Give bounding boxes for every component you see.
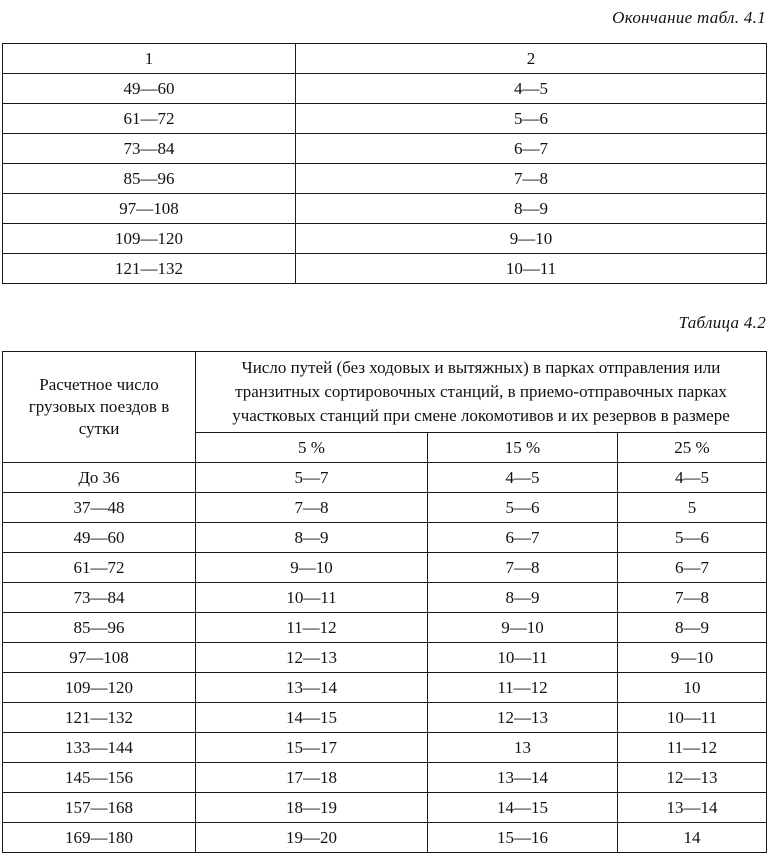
header-track-count: Число путей (без ходовых и вытяжных) в парках отправления или транзитных сортировочных станций, в приемо-отправочных парках участковых станций при смене локомотивов и их резервов в размере (196, 352, 767, 433)
table-cell: 5 (618, 493, 767, 523)
table-cell: 8—9 (296, 194, 767, 224)
table-cell: 10 (618, 673, 767, 703)
table-cell: 4—5 (296, 74, 767, 104)
table-cell: 7—8 (296, 164, 767, 194)
table-cell: 121—132 (3, 254, 296, 284)
table-row (3, 463, 767, 493)
table2-caption: Таблица 4.2 (678, 313, 766, 332)
table-cell: 15—17 (196, 733, 428, 763)
table-cell: 37—48 (3, 493, 196, 523)
table-cell: 11—12 (196, 613, 428, 643)
subheader-25-percent: 25 % (618, 433, 767, 463)
table-cell: 61—72 (3, 104, 296, 134)
table-cell: 145—156 (3, 763, 196, 793)
table-cell: 121—132 (3, 703, 196, 733)
table-4-1-continuation (2, 43, 767, 284)
table-cell: 10—11 (428, 643, 618, 673)
table-row (3, 553, 767, 583)
table-cell: 10—11 (618, 703, 767, 733)
table-cell: 11—12 (618, 733, 767, 763)
table-cell: 133—144 (3, 733, 196, 763)
table-row (3, 104, 767, 134)
table-cell: 6—7 (618, 553, 767, 583)
table-cell: До 36 (3, 463, 196, 493)
table-cell: 157—168 (3, 793, 196, 823)
table-cell: 97—108 (3, 194, 296, 224)
table-cell: 11—12 (428, 673, 618, 703)
table-cell: 7—8 (618, 583, 767, 613)
table-4-2 (2, 351, 767, 853)
subheader-15-percent: 15 % (428, 433, 618, 463)
column-header: 1 (3, 44, 296, 74)
table-cell: 49—60 (3, 523, 196, 553)
table-cell: 12—13 (428, 703, 618, 733)
table-row (3, 733, 767, 763)
table-cell: 8—9 (618, 613, 767, 643)
table-cell: 9—10 (296, 224, 767, 254)
table-cell: 49—60 (3, 74, 296, 104)
table-cell: 8—9 (428, 583, 618, 613)
table-cell: 4—5 (618, 463, 767, 493)
table-row (3, 523, 767, 553)
table-row (3, 823, 767, 853)
table-cell: 169—180 (3, 823, 196, 853)
table-cell: 7—8 (428, 553, 618, 583)
table-cell: 12—13 (618, 763, 767, 793)
header-trains-per-day: Расчетное число грузовых поездов в сутки (3, 352, 196, 463)
table-cell: 13—14 (618, 793, 767, 823)
table-cell: 109—120 (3, 224, 296, 254)
table-row (3, 673, 767, 703)
table-row (3, 493, 767, 523)
table-cell: 97—108 (3, 643, 196, 673)
table-cell: 15—16 (428, 823, 618, 853)
table-cell: 12—13 (196, 643, 428, 673)
table-row (3, 164, 767, 194)
table-cell: 5—6 (428, 493, 618, 523)
table-cell: 13 (428, 733, 618, 763)
table-cell: 73—84 (3, 134, 296, 164)
table-cell: 13—14 (428, 763, 618, 793)
table-cell: 13—14 (196, 673, 428, 703)
table-cell: 5—6 (296, 104, 767, 134)
table-cell: 14—15 (428, 793, 618, 823)
table-cell: 7—8 (196, 493, 428, 523)
table-header-row (3, 352, 767, 433)
table-cell: 5—7 (196, 463, 428, 493)
table-cell: 18—19 (196, 793, 428, 823)
table-row (3, 793, 767, 823)
subheader-5-percent: 5 % (196, 433, 428, 463)
table-row (3, 74, 767, 104)
table-header-row (3, 44, 767, 74)
table-cell: 6—7 (428, 523, 618, 553)
table-row (3, 703, 767, 733)
table-cell: 61—72 (3, 553, 196, 583)
table-cell: 8—9 (196, 523, 428, 553)
table-cell: 14—15 (196, 703, 428, 733)
table-cell: 9—10 (428, 613, 618, 643)
table-cell: 10—11 (196, 583, 428, 613)
table1-caption: Окончание табл. 4.1 (612, 8, 766, 27)
column-header: 2 (296, 44, 767, 74)
table-cell: 6—7 (296, 134, 767, 164)
table-cell: 85—96 (3, 613, 196, 643)
table-cell: 17—18 (196, 763, 428, 793)
table-cell: 9—10 (618, 643, 767, 673)
table-cell: 85—96 (3, 164, 296, 194)
table-row (3, 134, 767, 164)
table-row (3, 194, 767, 224)
table-row (3, 763, 767, 793)
table-cell: 9—10 (196, 553, 428, 583)
table-cell: 4—5 (428, 463, 618, 493)
table-row (3, 254, 767, 284)
table-row (3, 643, 767, 673)
table-cell: 14 (618, 823, 767, 853)
table-row (3, 583, 767, 613)
table-cell: 19—20 (196, 823, 428, 853)
table-cell: 109—120 (3, 673, 196, 703)
table-cell: 10—11 (296, 254, 767, 284)
table-cell: 5—6 (618, 523, 767, 553)
table-cell: 73—84 (3, 583, 196, 613)
table-row (3, 613, 767, 643)
table-row (3, 224, 767, 254)
